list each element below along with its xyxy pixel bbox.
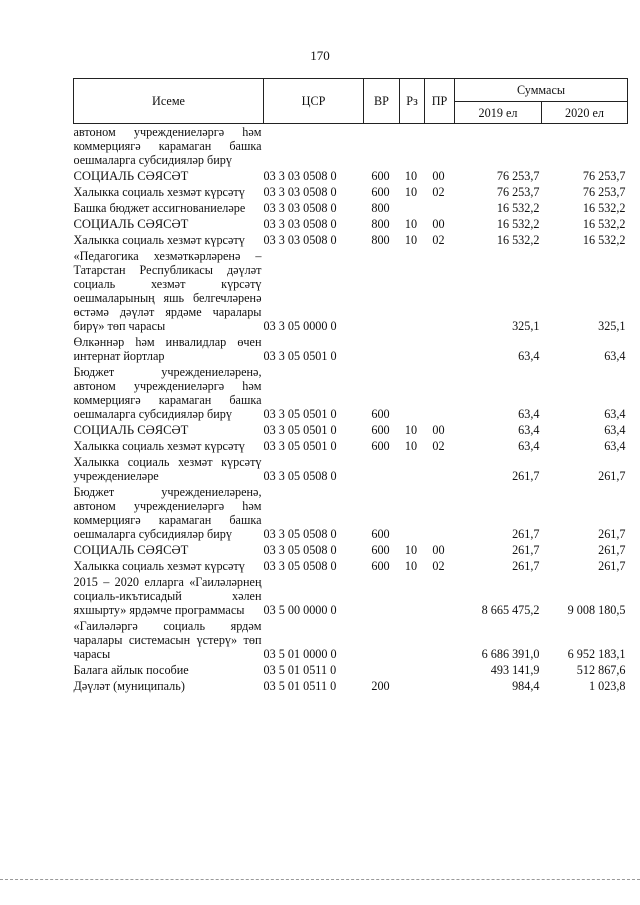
row-sum-2020-cell: 63,4	[604, 423, 626, 437]
row-rz-cell: 10	[404, 217, 418, 231]
table-row	[74, 438, 628, 454]
table-row	[74, 334, 628, 364]
row-sum-2020-cell: 9 008 180,5	[567, 603, 626, 617]
row-rz-cell: 10	[404, 439, 418, 453]
row-rz-cell: 10	[404, 559, 418, 573]
row-sum-2020-cell: 325,1	[598, 319, 626, 333]
table-row	[74, 618, 628, 662]
row-pr-cell	[425, 678, 455, 694]
row-name-cell: Халыкка социаль хезмәт күрсәтү	[73, 185, 245, 199]
row-sum-2020-cell: 63,4	[604, 439, 626, 453]
header-csr: ЦСР	[264, 79, 364, 124]
row-name-cell: Халыкка социаль хезмәт күрсәтү учреждениеләре	[73, 455, 262, 483]
row-vr-cell	[364, 662, 400, 678]
row-sum-2020-cell: 1 023,8	[588, 679, 626, 693]
row-pr-cell	[425, 618, 455, 662]
row-sum-2019-cell: 16 532,2	[496, 201, 540, 215]
row-pr-cell: 02	[432, 559, 445, 573]
row-pr-cell	[425, 454, 455, 484]
row-sum-2019-cell: 325,1	[512, 319, 540, 333]
row-pr-cell: 00	[432, 423, 445, 437]
row-sum-2020-cell	[542, 124, 628, 169]
row-rz-cell	[400, 364, 425, 422]
row-vr-cell	[364, 618, 400, 662]
row-name-cell: СОЦИАЛЬ СӘЯСӘТ	[73, 543, 189, 557]
row-pr-cell	[425, 484, 455, 542]
row-sum-2019-cell: 63,4	[518, 439, 540, 453]
row-pr-cell	[425, 574, 455, 618]
row-sum-2020-cell: 512 867,6	[576, 663, 626, 677]
row-sum-2019-cell: 63,4	[518, 407, 540, 421]
row-name-cell: СОЦИАЛЬ СӘЯСӘТ	[73, 423, 189, 437]
row-sum-2019-cell: 76 253,7	[496, 185, 540, 199]
row-sum-2019-cell: 8 665 475,2	[481, 603, 540, 617]
row-vr-cell	[364, 574, 400, 618]
table-row	[74, 124, 628, 169]
row-vr-cell	[364, 334, 400, 364]
header-sums: Суммасы	[455, 79, 628, 102]
row-csr-cell: 03 5 01 0511 0	[263, 663, 337, 677]
row-rz-cell: 10	[404, 543, 418, 557]
row-pr-cell	[425, 662, 455, 678]
row-name-cell: Дәүләт (муниципаль)	[73, 679, 185, 693]
row-vr-cell: 800	[371, 201, 390, 215]
table-row	[74, 364, 628, 422]
row-vr-cell: 600	[371, 169, 390, 183]
header-rz: Рз	[400, 79, 425, 124]
header-pr: ПР	[425, 79, 455, 124]
table-row	[74, 454, 628, 484]
header-name: Исеме	[74, 79, 264, 124]
row-sum-2020-cell: 6 952 183,1	[567, 647, 626, 661]
row-name-cell: 2015 – 2020 елларга «Гаиләләрнең социаль-икътисадый хәлен яхшырту» ярдәмче программасы	[73, 575, 262, 617]
row-csr-cell: 03 3 05 0501 0	[263, 349, 337, 363]
table-row	[74, 184, 628, 200]
row-rz-cell: 10	[404, 423, 418, 437]
row-pr-cell: 00	[432, 543, 445, 557]
row-sum-2019-cell: 16 532,2	[496, 217, 540, 231]
row-rz-cell: 10	[404, 233, 418, 247]
row-sum-2020-cell: 16 532,2	[582, 233, 626, 247]
row-csr-cell: 03 3 05 0508 0	[263, 559, 337, 573]
header-vr: ВР	[364, 79, 400, 124]
row-csr-cell: 03 5 01 0511 0	[263, 679, 337, 693]
row-sum-2019-cell: 984,4	[512, 679, 540, 693]
row-sum-2019-cell: 63,4	[518, 349, 540, 363]
row-csr-cell: 03 3 05 0508 0	[263, 469, 337, 483]
row-name-cell: СОЦИАЛЬ СӘЯСӘТ	[73, 169, 189, 183]
row-vr-cell	[364, 248, 400, 334]
budget-table	[73, 78, 628, 694]
table-row	[74, 678, 628, 694]
row-sum-2019-cell: 493 141,9	[490, 663, 540, 677]
row-csr-cell: 03 3 03 0508 0	[263, 233, 337, 247]
row-name-cell: СОЦИАЛЬ СӘЯСӘТ	[73, 217, 189, 231]
table-row	[74, 542, 628, 558]
row-name-cell: Халыкка социаль хезмәт күрсәтү	[73, 439, 245, 453]
row-csr-cell: 03 5 01 0000 0	[263, 647, 337, 661]
table-row	[74, 574, 628, 618]
row-rz-cell	[400, 574, 425, 618]
row-sum-2020-cell: 76 253,7	[582, 169, 626, 183]
row-csr-cell: 03 3 03 0508 0	[263, 185, 337, 199]
row-vr-cell: 800	[371, 217, 390, 231]
row-rz-cell	[400, 124, 425, 169]
row-pr-cell	[425, 334, 455, 364]
table-body	[74, 124, 628, 695]
row-pr-cell: 02	[432, 185, 445, 199]
row-csr-cell: 03 3 05 0501 0	[263, 439, 337, 453]
row-name-cell: Халыкка социаль хезмәт күрсәтү	[73, 233, 245, 247]
row-rz-cell	[400, 662, 425, 678]
row-csr-cell	[264, 124, 364, 169]
row-sum-2020-cell: 76 253,7	[582, 185, 626, 199]
row-rz-cell	[400, 248, 425, 334]
row-name-cell: Бюджет учреждениеләренә, автоном учреждениеләргә һәм коммерциягә карамаган башка оешмаларга субсидияләр бирү	[73, 365, 262, 421]
row-vr-cell: 800	[371, 233, 390, 247]
row-name-cell: Башка бюджет ассигнованиеләре	[73, 201, 246, 215]
table-row	[74, 248, 628, 334]
row-sum-2019-cell: 16 532,2	[496, 233, 540, 247]
row-pr-cell: 02	[432, 233, 445, 247]
row-pr-cell: 02	[432, 439, 445, 453]
row-sum-2020-cell: 261,7	[598, 527, 626, 541]
row-pr-cell	[425, 248, 455, 334]
row-vr-cell: 600	[371, 559, 390, 573]
header-year-2020: 2020 ел	[542, 102, 628, 124]
row-sum-2019-cell: 261,7	[512, 559, 540, 573]
row-sum-2019-cell: 63,4	[518, 423, 540, 437]
row-sum-2019-cell	[455, 124, 542, 169]
row-csr-cell: 03 3 05 0501 0	[263, 423, 337, 437]
row-csr-cell: 03 3 05 0508 0	[263, 527, 337, 541]
row-pr-cell: 00	[432, 217, 445, 231]
row-sum-2020-cell: 261,7	[598, 559, 626, 573]
row-rz-cell	[400, 484, 425, 542]
row-sum-2020-cell: 63,4	[604, 349, 626, 363]
row-rz-cell	[400, 618, 425, 662]
row-sum-2020-cell: 63,4	[604, 407, 626, 421]
row-name-cell: «Гаиләләргә социаль ярдәм чаралары системасын үстерү» төп чарасы	[73, 619, 262, 661]
row-sum-2019-cell: 261,7	[512, 543, 540, 557]
footer-divider	[0, 879, 640, 880]
table-row	[74, 662, 628, 678]
row-rz-cell	[400, 678, 425, 694]
row-csr-cell: 03 3 05 0508 0	[263, 543, 337, 557]
row-vr-cell: 600	[371, 527, 390, 541]
row-sum-2019-cell: 76 253,7	[496, 169, 540, 183]
row-csr-cell: 03 3 03 0508 0	[263, 169, 337, 183]
row-csr-cell: 03 5 00 0000 0	[263, 603, 337, 617]
row-rz-cell	[400, 454, 425, 484]
page-number: 170	[310, 48, 330, 63]
row-vr-cell: 600	[371, 439, 390, 453]
row-rz-cell: 10	[404, 169, 418, 183]
row-name-cell: «Педагогика хезмәткәрләренә – Татарстан Республикасы дәүләт социаль хезмәт күрсәтү оешмаларының яшь белгечләренә өстәмә дәүләт ярдәме чаралары бирү» төп чарасы	[73, 249, 262, 333]
table-row	[74, 232, 628, 248]
table-row	[74, 558, 628, 574]
row-vr-cell: 600	[371, 423, 390, 437]
table-row	[74, 484, 628, 542]
row-name-cell: автоном учреждениеләргә һәм коммерциягә карамаган башка оешмаларга субсидияләр бирү	[73, 125, 262, 167]
row-name-cell: Халыкка социаль хезмәт күрсәтү	[73, 559, 245, 573]
row-pr-cell: 00	[432, 169, 445, 183]
row-pr-cell	[425, 364, 455, 422]
row-vr-cell: 600	[371, 185, 390, 199]
row-sum-2020-cell: 261,7	[598, 543, 626, 557]
table-row	[74, 168, 628, 184]
row-sum-2020-cell: 261,7	[598, 469, 626, 483]
header-year-2019: 2019 ел	[455, 102, 542, 124]
row-vr-cell: 200	[371, 679, 390, 693]
row-sum-2020-cell: 16 532,2	[582, 201, 626, 215]
row-rz-cell	[400, 334, 425, 364]
row-vr-cell: 600	[371, 543, 390, 557]
table-row	[74, 200, 628, 216]
table-header	[74, 79, 628, 124]
row-rz-cell	[400, 200, 425, 216]
row-sum-2019-cell: 261,7	[512, 527, 540, 541]
row-csr-cell: 03 3 05 0501 0	[263, 407, 337, 421]
row-sum-2019-cell: 6 686 391,0	[481, 647, 540, 661]
row-pr-cell	[425, 200, 455, 216]
row-name-cell: Бюджет учреждениеләренә, автоном учреждениеләргә һәм коммерциягә карамаган башка оешмаларга субсидияләр бирү	[73, 485, 262, 541]
row-sum-2020-cell: 16 532,2	[582, 217, 626, 231]
row-name-cell: Балага айлык пособие	[73, 663, 189, 677]
row-name-cell: Өлкәннәр һәм инвалидлар өчен интернат йортлар	[73, 335, 262, 363]
row-csr-cell: 03 3 03 0508 0	[263, 217, 337, 231]
row-vr-cell	[364, 454, 400, 484]
row-sum-2019-cell: 261,7	[512, 469, 540, 483]
table-row	[74, 422, 628, 438]
row-rz-cell: 10	[404, 185, 418, 199]
row-csr-cell: 03 3 05 0000 0	[263, 319, 337, 333]
row-vr-cell: 600	[371, 407, 390, 421]
row-vr-cell	[364, 124, 400, 169]
row-csr-cell: 03 3 03 0508 0	[263, 201, 337, 215]
row-pr-cell	[425, 124, 455, 169]
table-row	[74, 216, 628, 232]
